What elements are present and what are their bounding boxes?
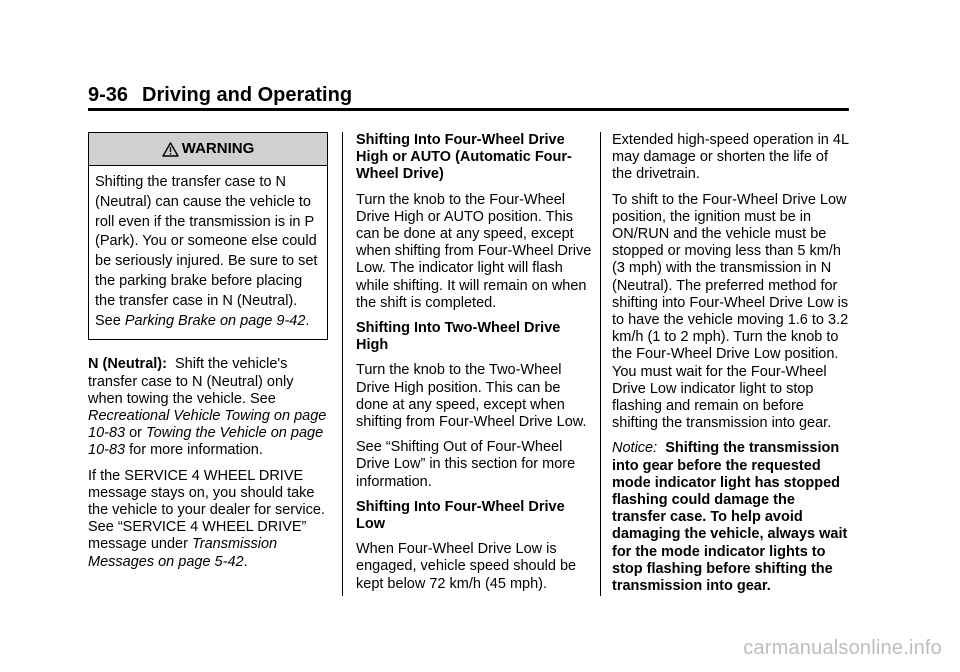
section-title: Driving and Operating bbox=[142, 84, 353, 106]
warning-triangle-icon bbox=[162, 142, 179, 157]
warning-body bbox=[89, 166, 327, 339]
neutral-end: for more information. bbox=[125, 442, 263, 459]
paragraph-see-shifting-out: See “Shifting Out of Four-Wheel Drive Low” in this section for more information. bbox=[356, 439, 576, 490]
column-2 bbox=[356, 132, 596, 601]
warning-title: WARNING bbox=[181, 140, 255, 158]
towing-reference-2: Towing the Vehicle on page 10-83 bbox=[88, 425, 324, 459]
warning-reference: Parking Brake on page 9-42 bbox=[124, 312, 306, 329]
heading-4wd-low: Shifting Into Four-Wheel Drive Low bbox=[356, 498, 565, 533]
column-divider-2 bbox=[600, 132, 601, 596]
warning-header bbox=[89, 133, 327, 166]
page-header bbox=[88, 84, 352, 107]
heading-2wd-high: Shifting Into Two-Wheel Drive High bbox=[356, 320, 561, 354]
column-3 bbox=[612, 132, 852, 603]
notice-text: Shifting the transmission into gear before the requested mode indicator light has stopped flashing could damage the transfer case. To help avoid damaging the vehicle, always wait for the mode indicator lights to stop flashing before shifting the transmission into gear. bbox=[612, 440, 848, 595]
towing-reference-1: Recreational Vehicle Towing on page 10-83 bbox=[88, 407, 327, 442]
heading-4wd-high: Shifting Into Four-Wheel Drive High or AUTO (Automatic Four-Wheel Drive) bbox=[356, 132, 572, 183]
service-end: . bbox=[243, 553, 248, 570]
notice-paragraph bbox=[612, 440, 852, 595]
transmission-messages-reference: Transmission Messages on page 5-42 bbox=[88, 536, 278, 570]
page-number: 9-36 bbox=[88, 84, 129, 106]
neutral-text: Shift the vehicle's transfer case to N (Neutral) only when towing the vehicle. See bbox=[88, 356, 294, 407]
paragraph-shift-to-4wd-low: To shift to the Four-Wheel Drive Low position, the ignition must be in ON/RUN and the vehicle must be stopped or moving less than 5 km/h (3 mph) with the transmission in N (Neutral). The preferred method for shifting into Four-Wheel Drive Low is to have the vehicle moving 1.6 to 3.2 km/h (1 to 2 mph). Turn the knob to the Four-Wheel Drive Low position. You must wait for the Four-Wheel Drive Low indicator light to stop flashing and remain on before shifting the transmission into gear. bbox=[612, 191, 849, 432]
neutral-paragraph bbox=[88, 356, 330, 459]
paragraph-4wd-low: When Four-Wheel Drive Low is engaged, vehicle speed should be kept below 72 km/h (45 mph). bbox=[356, 541, 577, 592]
column-1 bbox=[88, 132, 330, 579]
column-divider-1 bbox=[342, 132, 343, 596]
paragraph-2wd-high: Turn the knob to the Two-Wheel Drive High position. This can be done at any speed, except when shifting from Four-Wheel Drive Low. bbox=[356, 362, 587, 431]
warning-text: Shifting the transfer case to N (Neutral) can cause the vehicle to roll even if the transmission is in P (Park). You or someone else could be seriously injured. Be sure to set the parking brake before placing the transfer case in N (Neutral). See bbox=[95, 174, 318, 329]
header-rule bbox=[88, 108, 849, 111]
paragraph-extended-operation: Extended high-speed operation in 4L may damage or shorten the life of the drivetrain. bbox=[612, 132, 849, 183]
neutral-or: or bbox=[125, 425, 147, 442]
neutral-label: N (Neutral): bbox=[88, 356, 167, 373]
warning-end: . bbox=[305, 312, 310, 329]
service-paragraph bbox=[88, 468, 330, 571]
paragraph-4wd-high: Turn the knob to the Four-Wheel Drive High or AUTO position. This can be done at any speed, except when shifting from Four-Wheel Drive Low. The indicator light will flash while shifting. It will remain on when the shift is completed. bbox=[356, 191, 592, 311]
notice-label: Notice: bbox=[612, 440, 658, 457]
warning-box bbox=[88, 132, 328, 340]
service-text: If the SERVICE 4 WHEEL DRIVE message stays on, you should take the vehicle to your dealer for service. See “SERVICE 4 WHEEL DRIVE” message under bbox=[88, 467, 325, 553]
watermark: carmanualsonline.info bbox=[743, 637, 942, 659]
